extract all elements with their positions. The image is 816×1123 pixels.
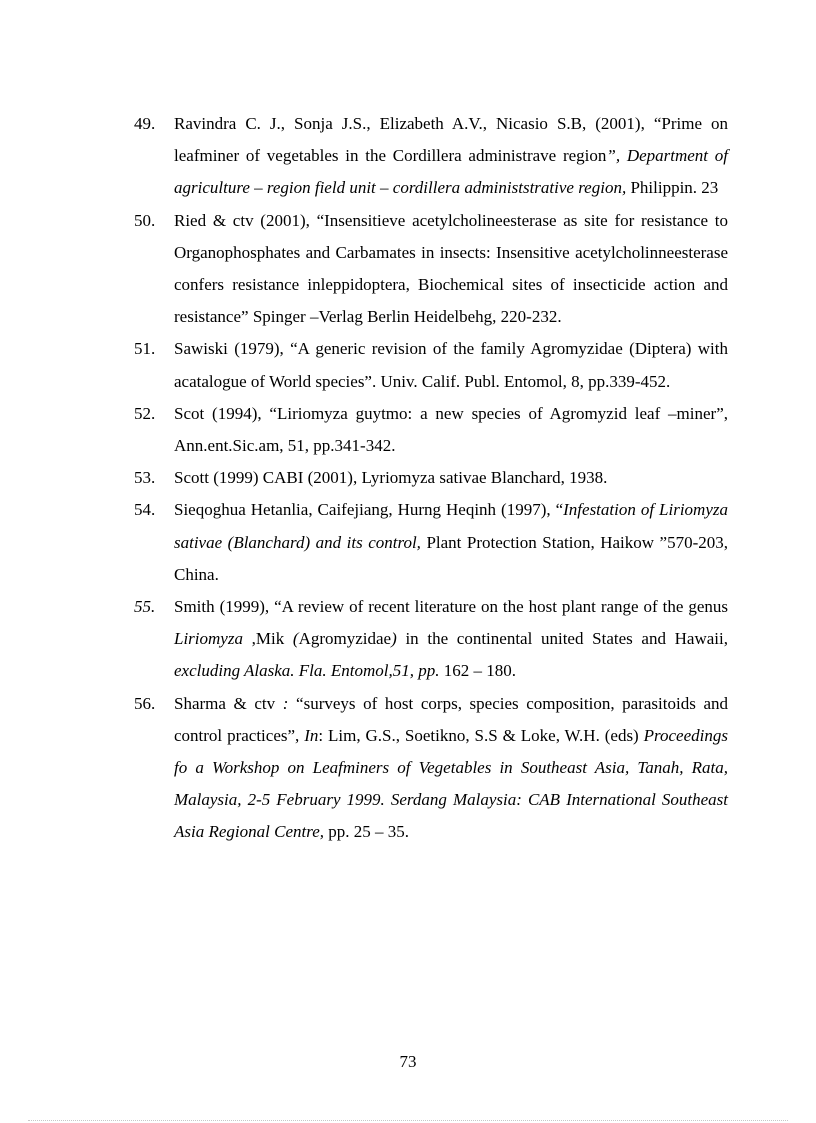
reference-number: 52. (134, 403, 156, 423)
reference-text: Sieqoghua Hetanlia, Caifejiang, Hurng Heqinh (1997), “ (174, 500, 564, 520)
reference-text: in the continental united States and Hawaii, (396, 629, 728, 649)
reference-item (134, 494, 728, 591)
reference-text: Smith (1999), “A review of recent literature on the host plant range of the genus (174, 597, 728, 617)
reference-text: Agromyzidae (298, 629, 392, 649)
reference-text-italic: Infestation of Liriomyza sativae (Blanchard) and its control, (174, 500, 728, 552)
reference-number: 54. (134, 500, 156, 520)
reference-text-italic: Proceedings fo a Workshop on Leafminers of Vegetables in Southeast Asia, Tanah, Rata, Malaysia, 2-5 February 1999. Serdang Malaysia: CAB International Southeast Asia Regional Centre, (174, 725, 728, 842)
reference-text: Scot (1994), “Liriomyza guytmo: a new species of Agromyzid leaf –miner”, Ann.ent.Sic.am, 51, pp.341-342. (174, 403, 728, 456)
reference-text-italic: : (282, 693, 289, 713)
reference-item (134, 398, 728, 462)
reference-number: 50. (134, 210, 156, 230)
reference-text: pp. 25 – 35. (324, 822, 409, 842)
reference-text: “surveys of host corps, species composition, parasitoids and control practices”, (174, 693, 728, 745)
reference-text-italic: In (304, 725, 319, 745)
reference-text: 162 – 180. (439, 661, 517, 681)
reference-item (134, 688, 728, 849)
reference-text-italic: ( (292, 629, 299, 649)
page-number: 73 (399, 1052, 417, 1071)
reference-text: Philippin. 23 (626, 178, 719, 198)
reference-item (134, 205, 728, 334)
reference-text: Sawiski (1979), “A generic revision of the family Agromyzidae (Diptera) with acatalogue of World species”. Univ. Calif. Publ. Entomol, 8, pp.339-452. (174, 339, 728, 391)
reference-text: Sharma & ctv (174, 693, 283, 713)
reference-text: Plant Protection Station, Haikow ”570-203, China. (174, 532, 728, 584)
reference-text-italic: excluding Alaska. Fla. Entomol,51, pp. (174, 661, 440, 681)
reference-text: Ravindra C. J., Sonja J.S., Elizabeth A.V., Nicasio S.B, (2001), “Prime on leafminer of vegetables in the Cordillera administrave region (174, 114, 728, 166)
reference-text-italic: Liriomyza (174, 629, 243, 649)
reference-number: 55. (134, 597, 156, 617)
reference-list (134, 108, 728, 849)
reference-text: : Lim, G.S., Soetikno, S.S & Loke, W.H. (eds) (318, 725, 644, 745)
reference-text-italic: ”, Department of agriculture – region field unit – cordillera administstrative region, (174, 146, 728, 198)
reference-text: ,Mik (242, 629, 293, 649)
reference-item (134, 462, 728, 494)
reference-item (134, 108, 728, 205)
reference-number: 53. (134, 468, 156, 488)
page-bottom-rule (28, 1120, 788, 1121)
reference-text: Scott (1999) CABI (2001), Lyriomyza sativae Blanchard, 1938. (174, 468, 608, 488)
reference-number: 49. (134, 114, 156, 133)
reference-number: 51. (134, 339, 156, 359)
reference-item (134, 591, 728, 688)
reference-number: 56. (134, 693, 156, 713)
reference-item (134, 333, 728, 397)
reference-text-italic: ) (391, 629, 397, 649)
reference-text: Ried & ctv (2001), “Insensitieve acetylcholineesterase as site for resistance to Organophosphates and Carbamates in insects: Insensitive acetylcholinneesterase confers resistance inleppidoptera, Biochemical sites of insecticide action and resistance” Spinger –Verlag Berlin Heidelbehg, 220-232. (174, 210, 728, 327)
